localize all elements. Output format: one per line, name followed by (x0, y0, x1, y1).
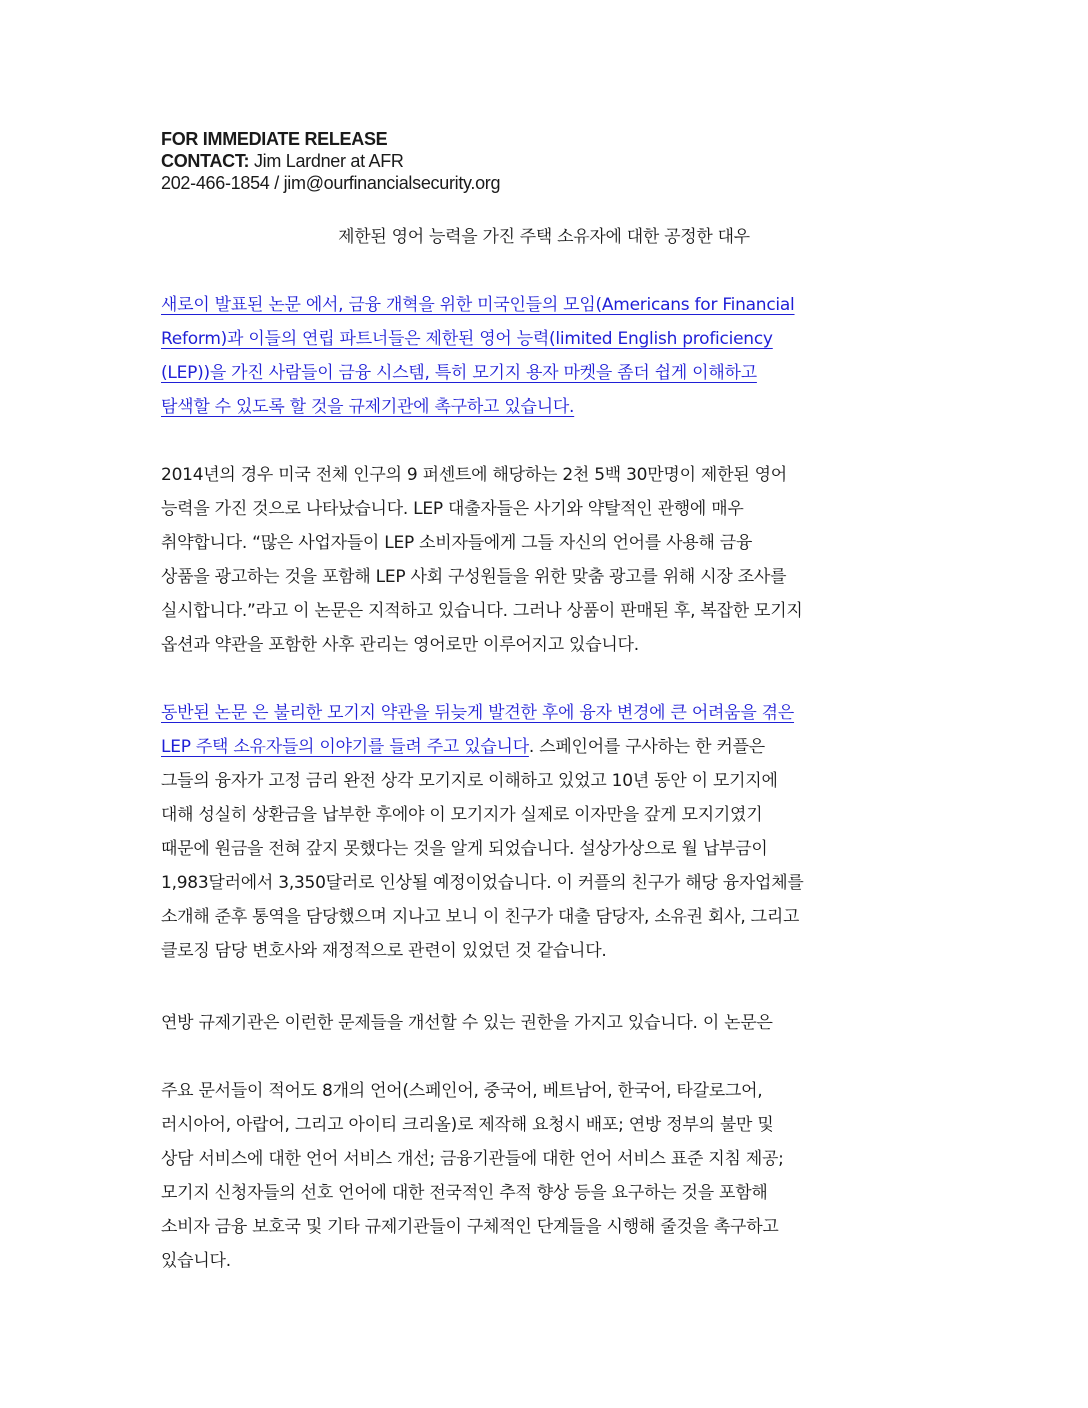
companion-paper-link[interactable]: 동반된 논문 은 불리한 모기지 약관을 뒤늦게 발견한 후에 융자 변경에 큰 어려움을 겪은 (161, 703, 795, 723)
release-label: FOR IMMEDIATE RELEASE (161, 129, 388, 149)
contact-label: CONTACT: (161, 151, 250, 171)
paragraph-line: 대해 성실히 상환금을 납부한 후에야 이 모기지가 실제로 이자만을 갚게 모지기였기 (161, 805, 763, 825)
paragraph-line: 상담 서비스에 대한 언어 서비스 개선; 금융기관들에 대한 언어 서비스 표준 지침 제공; (161, 1149, 784, 1169)
paragraph-line: 능력을 가진 것으로 나타났습니다. LEP 대출자들은 사기와 약탈적인 관행에 매우 (161, 499, 744, 519)
recommendations-paragraph (161, 1074, 784, 1278)
statistics-paragraph (161, 458, 803, 662)
paragraph-line: 때문에 원금을 전혀 갚지 못했다는 것을 알게 되었습니다. 설상가상으로 월 납부금이 (161, 839, 768, 859)
page-title: 제한된 영어 능력을 가진 주택 소유자에 대한 공정한 대우 (338, 227, 750, 247)
paragraph-line: 취약합니다. “많은 사업자들이 LEP 소비자들에게 그들 자신의 언어를 사용해 금융 (161, 533, 753, 553)
paragraph-line[interactable]: Reform)과 이들의 연립 파트너들은 제한된 영어 능력(limited English proficiency (161, 329, 773, 349)
paragraph-line: 2014년의 경우 미국 전체 인구의 9 퍼센트에 해당하는 2천 5백 30만명이 제한된 영어 (161, 465, 787, 485)
paragraph-line: 옵션과 약관을 포함한 사후 관리는 영어로만 이루어지고 있습니다. (161, 635, 639, 655)
paragraph-line: 모기지 신청자들의 선호 언어에 대한 전국적인 추적 향상 등을 요구하는 것을 포함해 (161, 1183, 768, 1203)
paragraph-line: 러시아어, 아랍어, 그리고 아이티 크리올)로 제작해 요청시 배포; 연방 정부의 불만 및 (161, 1115, 774, 1135)
paragraph-line: 소개해 준후 통역을 담당했으며 지나고 보니 이 친구가 대출 담당자, 소유권 회사, 그리고 (161, 907, 800, 927)
paragraph-line: 실시합니다.”라고 이 논문은 지적하고 있습니다. 그러나 상품이 판매된 후, 복잡한 모기지 (161, 601, 803, 621)
paragraph-line: 1,983달러에서 3,350달러로 인상될 예정이었습니다. 이 커플의 친구가 해당 융자업체를 (161, 873, 804, 893)
paragraph-line: 연방 규제기관은 이런한 문제들을 개선할 수 있는 권한을 가지고 있습니다. 이 논문은 (161, 1013, 773, 1033)
paragraph-line[interactable]: (LEP))을 가진 사람들이 금융 시스템, 특히 모기지 용자 마켓을 좀더 쉽게 이해하고 (161, 363, 757, 383)
paragraph-line: 클로징 담당 변호사와 재정적으로 관련이 있었던 것 같습니다. (161, 941, 607, 961)
paragraph-line[interactable]: 탐색할 수 있도록 할 것을 규제기관에 촉구하고 있습니다. (161, 397, 575, 417)
companion-paper-link[interactable]: LEP 주택 소유자들의 이야기를 들려 주고 있습니다 (161, 737, 529, 757)
paragraph-text: . 스페인어를 구사하는 한 커플은 (528, 737, 765, 757)
story-paragraph (161, 696, 804, 968)
regulators-paragraph (161, 1006, 773, 1040)
contact-name: Jim Lardner at AFR (249, 151, 404, 171)
contact-details: 202-466-1854 / jim@ourfinancialsecurity.org (161, 173, 501, 193)
release-header (161, 128, 921, 194)
paragraph-line: 상품을 광고하는 것을 포함해 LEP 사회 구성원들을 위한 맞춤 광고를 위해 시장 조사를 (161, 567, 787, 587)
paragraph-line: 소비자 금융 보호국 및 기타 규제기관들이 구체적인 단계들을 시행해 줄것을 촉구하고 (161, 1217, 779, 1237)
paragraph-line: 주요 문서들이 적어도 8개의 언어(스페인어, 중국어, 베트남어, 한국어, 타갈로그어, (161, 1081, 763, 1101)
paragraph-line: 있습니다. (161, 1251, 231, 1271)
intro-paragraph-link[interactable] (161, 288, 795, 424)
paragraph-line[interactable]: 새로이 발표된 논문 에서, 금융 개혁을 위한 미국인들의 모임(Americans for Financial (161, 295, 795, 315)
paragraph-line: 그들의 융자가 고정 금리 완전 상각 모기지로 이해하고 있었고 10년 동안 이 모기지에 (161, 771, 778, 791)
